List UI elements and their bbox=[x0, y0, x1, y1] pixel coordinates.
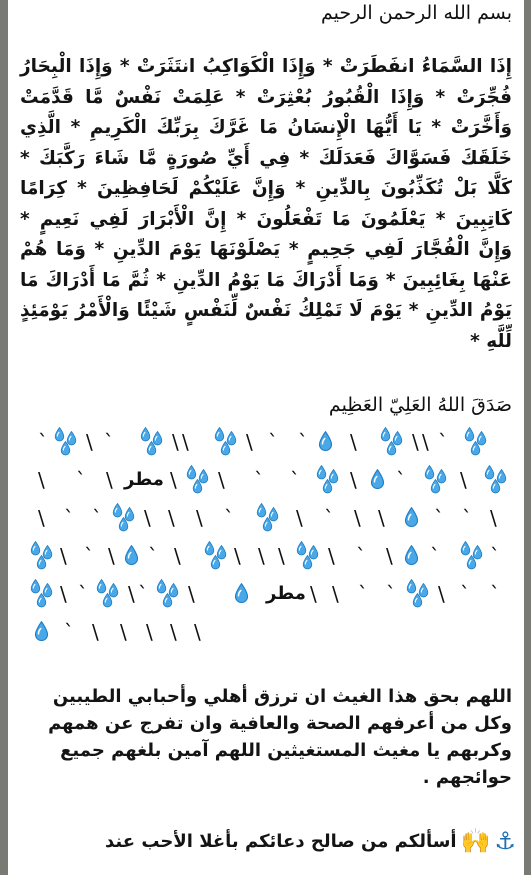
rain-tick-mark: ` bbox=[298, 430, 308, 454]
sadaqa-line: صَدَقَ اللهُ العَلِيّ العَظِيم bbox=[328, 394, 512, 416]
rain-slash-mark: \ bbox=[378, 506, 385, 530]
rain-slash-mark: \ bbox=[328, 544, 335, 568]
sweat-droplets-icon bbox=[420, 465, 450, 495]
sweat-droplets-icon bbox=[182, 465, 212, 495]
rain-slash-mark: \ bbox=[350, 430, 357, 454]
rain-tick-mark: ` bbox=[430, 544, 440, 568]
rain-tick-mark: ` bbox=[64, 620, 74, 644]
droplet-icon bbox=[34, 621, 49, 642]
rain-slash-mark: \ bbox=[60, 582, 67, 606]
rain-tick-mark: ` bbox=[104, 430, 114, 454]
dua-text: اللهم بحق هذا الغيث ان ترزق أهلي وأحبابي الطيبين وكل من أعرفهم الصحة والعافية وان تفرج عن همهم وكربهم يا مغيث المستغيثين اللهم آمين بلغهم جميع حوائجهم . bbox=[48, 686, 512, 788]
rain-slash-mark: \ bbox=[350, 468, 357, 492]
sweat-droplets-icon bbox=[292, 541, 322, 571]
rain-slash-mark: \ bbox=[60, 544, 67, 568]
sweat-droplets-icon bbox=[210, 427, 240, 457]
rain-slash-mark: \ bbox=[188, 582, 195, 606]
rain-slash-mark: \ bbox=[120, 620, 127, 644]
rain-slash-mark: \ bbox=[490, 506, 497, 530]
rain-tick-mark: ` bbox=[268, 430, 278, 454]
rain-slash-mark: \ bbox=[108, 544, 115, 568]
rain-slash-mark: \ bbox=[106, 468, 113, 492]
rain-slash-mark: \ bbox=[258, 544, 265, 568]
sweat-droplets-icon bbox=[152, 579, 182, 609]
anchor-icon: ⚓ bbox=[494, 827, 516, 855]
sweat-droplets-icon bbox=[26, 541, 56, 571]
sweat-droplets-icon bbox=[252, 503, 282, 533]
rain-tick-mark: ` bbox=[290, 468, 300, 492]
sweat-droplets-icon bbox=[136, 427, 166, 457]
rain-slash-mark: \ bbox=[38, 468, 45, 492]
sweat-droplets-icon bbox=[480, 465, 510, 495]
rain-slash-mark: \ bbox=[412, 430, 419, 454]
rain-slash-mark: \ bbox=[332, 582, 339, 606]
rain-row-5 bbox=[20, 575, 512, 613]
rain-row-3 bbox=[20, 499, 512, 537]
rain-slash-mark: \ bbox=[194, 620, 201, 644]
droplet-icon bbox=[318, 431, 333, 452]
rain-slash-mark: \ bbox=[246, 430, 253, 454]
rain-slash-mark: \ bbox=[354, 506, 361, 530]
rain-slash-mark: \ bbox=[128, 582, 135, 606]
footer-text: أسألكم من صالح دعائكم بأغلا الأحب عند bbox=[105, 830, 457, 852]
rain-tick-mark: ` bbox=[38, 430, 48, 454]
rain-slash-mark: \ bbox=[182, 430, 189, 454]
rain-tick-mark: ` bbox=[438, 430, 448, 454]
rain-tick-mark: ` bbox=[356, 544, 366, 568]
rain-word: مطر bbox=[124, 469, 164, 490]
rain-slash-mark: \ bbox=[218, 468, 225, 492]
rain-slash-mark: \ bbox=[146, 620, 153, 644]
rain-slash-mark: \ bbox=[170, 620, 177, 644]
droplet-icon bbox=[124, 545, 139, 566]
rain-tick-mark: ` bbox=[324, 506, 334, 530]
rain-tick-mark: ` bbox=[386, 582, 396, 606]
basmala-heading: بسم الله الرحمن الرحيم bbox=[321, 2, 512, 24]
rain-slash-mark: \ bbox=[278, 544, 285, 568]
rain-row-6 bbox=[20, 613, 512, 651]
rain-row-4 bbox=[20, 537, 512, 575]
rain-slash-mark: \ bbox=[310, 582, 317, 606]
rain-slash-mark: \ bbox=[438, 582, 445, 606]
rain-slash-mark: \ bbox=[38, 506, 45, 530]
rain-slash-mark: \ bbox=[168, 506, 175, 530]
rain-tick-mark: ` bbox=[358, 582, 368, 606]
rain-slash-mark: \ bbox=[86, 430, 93, 454]
rain-slash-mark: \ bbox=[196, 506, 203, 530]
rain-tick-mark: ` bbox=[434, 506, 444, 530]
rain-slash-mark: \ bbox=[170, 468, 177, 492]
sweat-droplets-icon bbox=[312, 465, 342, 495]
rain-slash-mark: \ bbox=[172, 430, 179, 454]
sweat-droplets-icon bbox=[108, 503, 138, 533]
rain-tick-mark: ` bbox=[76, 468, 86, 492]
rain-tick-mark: ` bbox=[224, 506, 234, 530]
chat-message-bubble[interactable] bbox=[8, 0, 524, 875]
droplet-icon bbox=[234, 583, 249, 604]
sweat-droplets-icon bbox=[50, 427, 80, 457]
sweat-droplets-icon bbox=[376, 427, 406, 457]
rain-slash-mark: \ bbox=[234, 544, 241, 568]
rain-tick-mark: ` bbox=[78, 582, 88, 606]
rain-tick-mark: ` bbox=[64, 506, 74, 530]
rain-tick-mark: ` bbox=[148, 544, 158, 568]
surah-text: إِذَا السَّمَاءُ انفَطَرَتْ * وَإِذَا الْكَوَاكِبُ انتَثَرَتْ * وَإِذَا الْبِحَارُ فُجِّرَتْ * وَإِذَا الْقُبُورُ بُعْثِرَتْ * عَلِمَتْ نَفْسٌ مَّا قَدَّمَتْ وَأَخَّرَتْ * يَا أَيُّهَا الْإِنسَانُ مَا غَرَّكَ بِرَبِّكَ الْكَرِيمِ * الَّذِي خَلَقَكَ فَسَوَّاكَ فَعَدَلَكَ * فِي أَيِّ صُورَةٍ مَّا شَاءَ رَكَّبَكَ * كَلَّا بَلْ تُكَذِّبُونَ بِالدِّينِ * وَإِنَّ عَلَيْكُمْ لَحَافِظِينَ * كِرَامًا كَاتِبِينَ * يَعْلَمُونَ مَا تَفْعَلُونَ * إِنَّ الْأَبْرَارَ لَفِي نَعِيمٍ * وَإِنَّ الْفُجَّارَ لَفِي جَحِيمٍ * يَصْلَوْنَهَا يَوْمَ الدِّينِ * وَمَا هُمْ عَنْهَا بِغَائِبِينَ * وَمَا أَدْرَاكَ مَا يَوْمُ الدِّينِ * ثُمَّ مَا أَدْرَاكَ مَا يَوْمُ الدِّينِ * يَوْمَ لَا تَمْلِكُ نَفْسٌ لِّنَفْسٍ شَيْئًا وَالْأَمْرُ يَوْمَئِذٍ لِّلَّهِ * bbox=[20, 56, 512, 352]
rain-tick-mark: ` bbox=[460, 582, 470, 606]
rain-word: مطر bbox=[266, 583, 306, 604]
sweat-droplets-icon bbox=[26, 579, 56, 609]
rain-tick-mark: ` bbox=[92, 506, 102, 530]
droplet-icon bbox=[404, 545, 419, 566]
sweat-droplets-icon bbox=[402, 579, 432, 609]
rain-slash-mark: \ bbox=[92, 620, 99, 644]
rain-slash-mark: \ bbox=[422, 430, 429, 454]
rain-row-2 bbox=[20, 461, 512, 499]
droplet-icon bbox=[370, 469, 385, 490]
sweat-droplets-icon bbox=[460, 427, 490, 457]
rain-tick-mark: ` bbox=[138, 582, 148, 606]
sweat-droplets-icon bbox=[200, 541, 230, 571]
rain-tick-mark: ` bbox=[254, 468, 264, 492]
rain-slash-mark: \ bbox=[386, 544, 393, 568]
rain-slash-mark: \ bbox=[144, 506, 151, 530]
rain-slash-mark: \ bbox=[174, 544, 181, 568]
rain-tick-mark: ` bbox=[490, 582, 500, 606]
rain-tick-mark: ` bbox=[490, 544, 500, 568]
rain-slash-mark: \ bbox=[296, 506, 303, 530]
droplet-icon bbox=[404, 507, 419, 528]
rain-tick-mark: ` bbox=[462, 506, 472, 530]
sweat-droplets-icon bbox=[92, 579, 122, 609]
raising-hands-icon: 🙌 bbox=[460, 827, 491, 855]
rain-tick-mark: ` bbox=[396, 468, 406, 492]
footer-line bbox=[105, 826, 516, 856]
sweat-droplets-icon bbox=[456, 541, 486, 571]
rain-row-1 bbox=[20, 423, 512, 461]
rain-tick-mark: ` bbox=[84, 544, 94, 568]
rain-slash-mark: \ bbox=[460, 468, 467, 492]
rain-emoji-art bbox=[20, 423, 512, 673]
